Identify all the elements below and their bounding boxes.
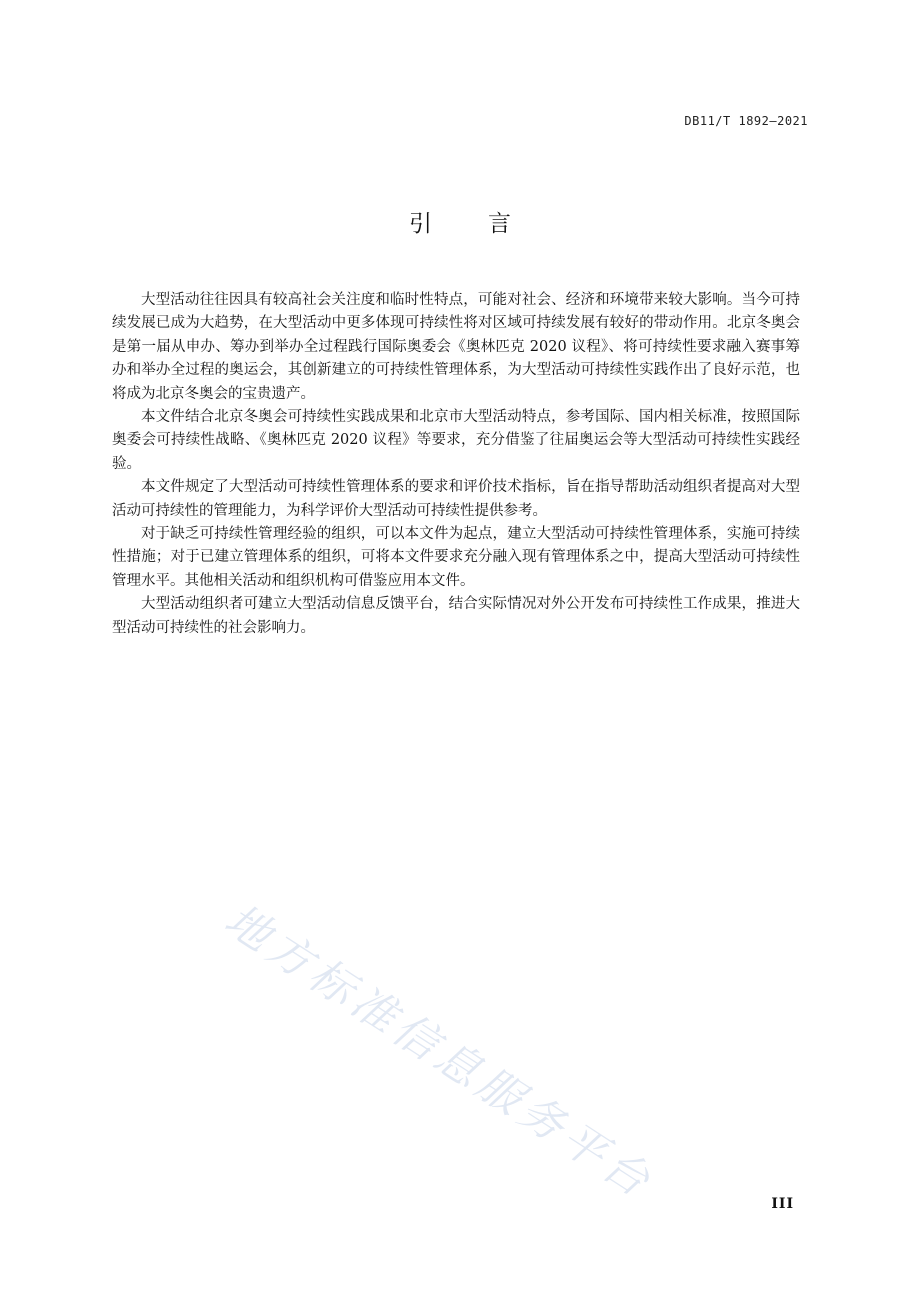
paragraph: 对于缺乏可持续性管理经验的组织，可以本文件为起点，建立大型活动可持续性管理体系，实施可持续性措施；对于已建立管理体系的组织，可将本文件要求充分融入现有管理体系之中，提高大型活动可持续性管理水平。其他相关活动和组织机构可借鉴应用本文件。: [112, 526, 800, 589]
page-number: III: [771, 1196, 794, 1212]
paragraph: 本文件结合北京冬奥会可持续性实践成果和北京市大型活动特点，参考国际、国内相关标准，按照国际奥委会可持续性战略、《奥林匹克 2020 议程》等要求，充分借鉴了往届奥运会等大型活动可持续性实践经验。: [112, 409, 800, 472]
page-title: 引言: [409, 211, 567, 237]
paragraph: 大型活动往往因具有较高社会关注度和临时性特点，可能对社会、经济和环境带来较大影响。当今可持续发展已成为大趋势，在大型活动中更多体现可持续性将对区域可持续发展有较好的带动作用。北京冬奥会是第一届从申办、筹办到举办全过程践行国际奥委会《奥林匹克 2020 议程》、将可持续性要求融入赛事筹办和举办全过程的奥运会，其创新建立的可持续性管理体系，为大型活动可持续性实践作出了良好示范，也将成为北京冬奥会的宝贵遗产。: [112, 292, 800, 402]
paragraph: 大型活动组织者可建立大型活动信息反馈平台，结合实际情况对外公开发布可持续性工作成果，推进大型活动可持续性的社会影响力。: [112, 596, 800, 636]
watermark: 地方标准信息服务平台: [215, 894, 663, 1210]
document-code: DB11/T 1892—2021: [684, 114, 808, 128]
body-text: [112, 289, 800, 640]
paragraph: 本文件规定了大型活动可持续性管理体系的要求和评价技术指标，旨在指导帮助活动组织者提高对大型活动可持续性的管理能力，为科学评价大型活动可持续性提供参考。: [112, 479, 800, 519]
